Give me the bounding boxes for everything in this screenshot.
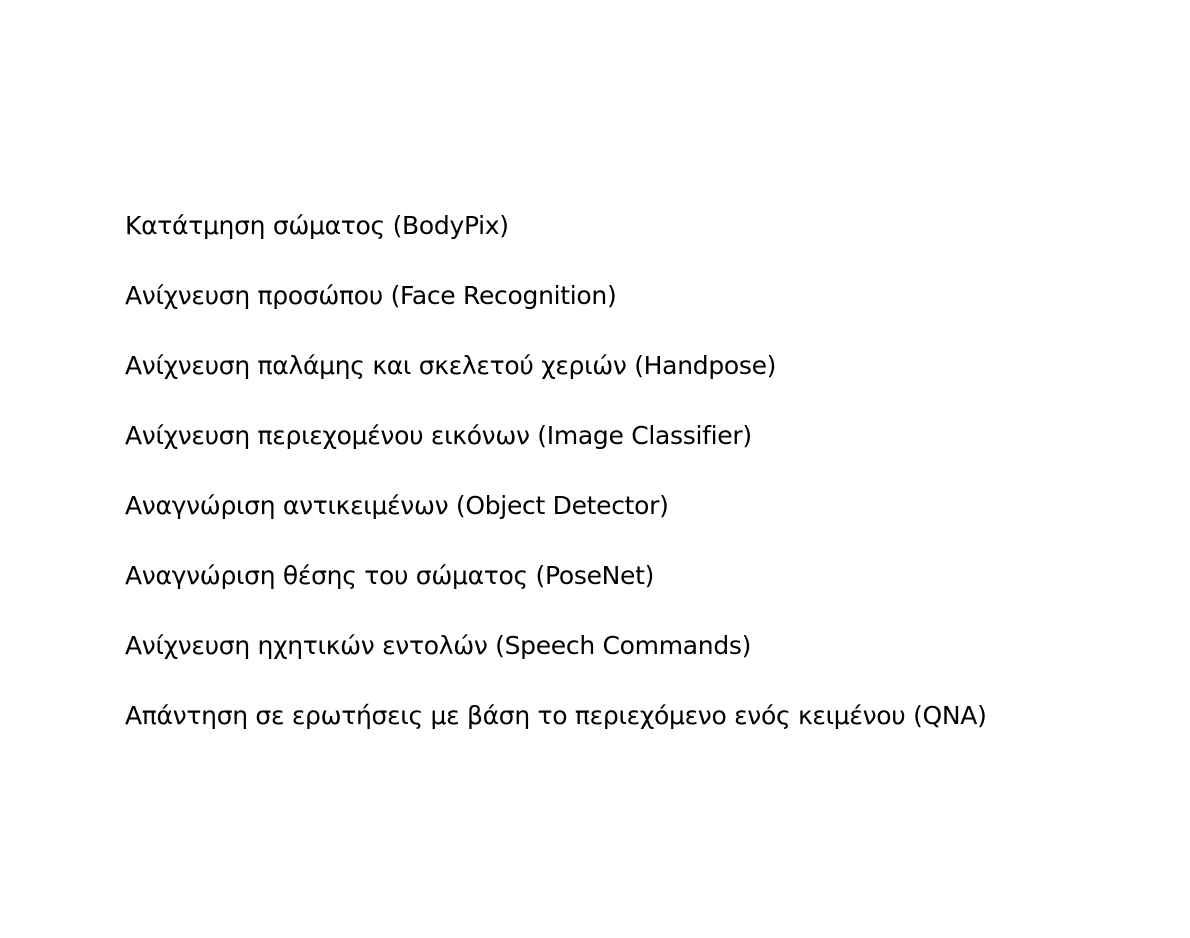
model-item-object-detector: Αναγνώριση αντικειμένων (Object Detector)	[125, 491, 669, 520]
model-list	[125, 206, 987, 766]
model-item-speech-commands: Ανίχνευση ηχητικών εντολών (Speech Commands)	[125, 631, 752, 660]
model-item-posenet: Αναγνώριση θέσης του σώματος (PoseNet)	[125, 561, 655, 590]
model-item-face-recognition: Ανίχνευση προσώπου (Face Recognition)	[125, 281, 617, 310]
model-item-image-classifier: Ανίχνευση περιεχομένου εικόνων (Image Classifier)	[125, 421, 752, 450]
model-item-bodypix: Κατάτμηση σώματος (BodyPix)	[125, 211, 509, 240]
model-item-qna: Απάντηση σε ερωτήσεις με βάση το περιεχόμενο ενός κειμένου (QNA)	[125, 701, 987, 730]
model-item-handpose: Ανίχνευση παλάμης και σκελετού χεριών (Handpose)	[125, 351, 777, 380]
